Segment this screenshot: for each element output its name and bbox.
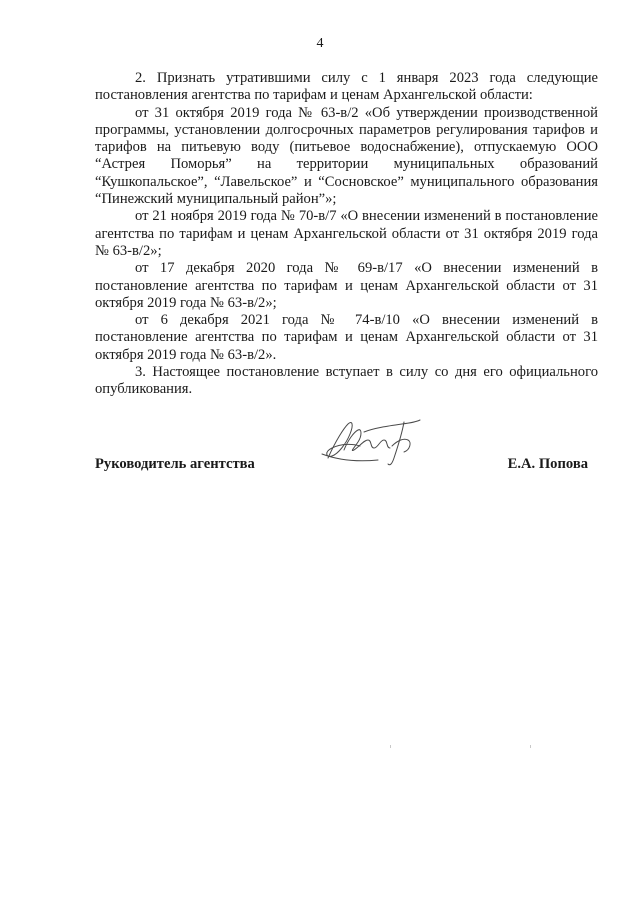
paragraph-repeal-intro: 2. Признать утратившими силу с 1 января 2023 года следующие постановления агентства по тарифам и ценам Архангельской области: (95, 70, 598, 104)
paragraph-repealed-act-1: от 31 октября 2019 года № 63-в/2 «Об утверждении производственной программы, установлении долгосрочных параметров регулирования тарифов и тарифов на питьевую воду (питьевое водоснабжение), отпускаемую ООО “Астрея Поморья” на территории муниципальных образований “Кушкопальское”, “Лавельское” и “Сосновское” муниципального образования “Пинежский муниципальный район”»; (95, 104, 598, 208)
scan-artifact (390, 745, 391, 748)
paragraph-entry-into-force: 3. Настоящее постановление вступает в силу со дня его официального опубликования. (95, 364, 598, 398)
paragraph-repealed-act-4: от 6 декабря 2021 года № 74-в/10 «О внесении изменений в постановление агентства по тарифам и ценам Архангельской области от 31 октября 2019 года № 63-в/2». (95, 312, 598, 363)
signer-position: Руководитель агентства (95, 456, 255, 472)
document-body (95, 70, 598, 399)
scan-artifact (530, 745, 531, 748)
signature-block (95, 456, 598, 476)
paragraph-repealed-act-2: от 21 ноября 2019 года № 70-в/7 «О внесении изменений в постановление агентства по тарифам и ценам Архангельской области от 31 октября 2019 года № 63-в/2»; (95, 208, 598, 259)
paragraph-repealed-act-3: от 17 декабря 2020 года № 69-в/17 «О внесении изменений в постановление агентства по тарифам и ценам Архангельской области от 31 октября 2019 года № 63-в/2»; (95, 260, 598, 311)
signer-name: Е.А. Попова (507, 456, 588, 472)
page-number: 4 (316, 36, 324, 51)
